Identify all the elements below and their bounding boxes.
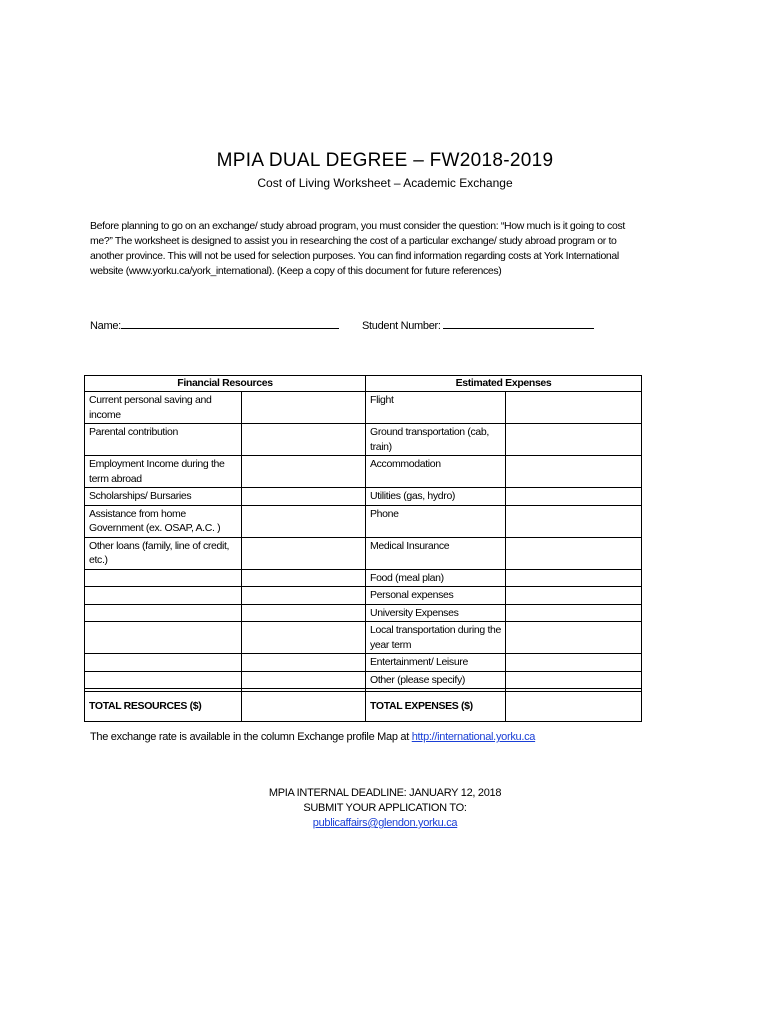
expense-label-cell: University Expenses [366, 604, 506, 622]
table-row [85, 604, 642, 622]
table-row [85, 456, 642, 488]
submission-email-link[interactable]: publicaffairs@glendon.yorku.ca [312, 817, 458, 829]
expense-label-cell: Phone [366, 505, 506, 537]
expense-label-cell: Food (meal plan) [366, 569, 506, 587]
resource-label-cell [85, 671, 242, 689]
totals-row [85, 692, 642, 722]
student-number-label: Student Number: [362, 320, 441, 332]
expense-amount-cell[interactable] [506, 587, 642, 605]
cost-worksheet-table [84, 375, 642, 722]
resource-label-cell [85, 569, 242, 587]
expense-amount-cell[interactable] [506, 456, 642, 488]
resource-amount-cell[interactable] [242, 424, 366, 456]
expense-amount-cell[interactable] [506, 424, 642, 456]
resource-label-cell: Employment Income during the term abroad [85, 456, 242, 488]
expense-amount-cell[interactable] [506, 392, 642, 424]
total-expenses-amount-cell[interactable] [506, 692, 642, 722]
resource-amount-cell[interactable] [242, 392, 366, 424]
resource-label-cell [85, 604, 242, 622]
total-resources-amount-cell[interactable] [242, 692, 366, 722]
resource-label-cell: Current personal saving and income [85, 392, 242, 424]
table-row [85, 622, 642, 654]
international-yorku-link[interactable]: http://international.yorku.ca [411, 731, 536, 743]
expense-amount-cell[interactable] [506, 604, 642, 622]
exchange-note-text: The exchange rate is available in the column Exchange profile Map at [90, 731, 412, 743]
table-row [85, 671, 642, 689]
total-resources-label: TOTAL RESOURCES ($) [85, 692, 242, 722]
total-expenses-label: TOTAL EXPENSES ($) [366, 692, 506, 722]
resource-label-cell [85, 587, 242, 605]
name-label: Name: [90, 320, 121, 332]
resource-label-cell [85, 654, 242, 672]
resource-label-cell: Assistance from home Government (ex. OSAP, A.C. ) [85, 505, 242, 537]
expense-label-cell: Utilities (gas, hydro) [366, 488, 506, 506]
table-row [85, 587, 642, 605]
expense-amount-cell[interactable] [506, 671, 642, 689]
student-number-blank-line[interactable] [443, 318, 594, 329]
resource-amount-cell[interactable] [242, 587, 366, 605]
deadline-line: MPIA INTERNAL DEADLINE: JANUARY 12, 2018 [268, 787, 502, 799]
resource-amount-cell[interactable] [242, 622, 366, 654]
resource-label-cell: Other loans (family, line of credit, etc.) [85, 537, 242, 569]
student-number-field[interactable] [362, 318, 594, 332]
expense-amount-cell[interactable] [506, 569, 642, 587]
expense-amount-cell[interactable] [506, 622, 642, 654]
resource-amount-cell[interactable] [242, 671, 366, 689]
table-row [85, 488, 642, 506]
resource-label-cell [85, 622, 242, 654]
intro-line: website (www.yorku.ca/york_international). (Keep a copy of this document for future references) [90, 265, 502, 277]
resource-amount-cell[interactable] [242, 654, 366, 672]
table-row [85, 537, 642, 569]
submit-line: SUBMIT YOUR APPLICATION TO: [303, 802, 467, 814]
expense-label-cell: Medical Insurance [366, 537, 506, 569]
intro-line: another province. This will not be used for selection purposes. You can find information regarding costs at York International [90, 250, 619, 262]
intro-line: me?” The worksheet is designed to assist you in researching the cost of a particular exchange/ study abroad program or to [90, 235, 617, 247]
deadline-block [0, 786, 770, 831]
resource-amount-cell[interactable] [242, 456, 366, 488]
worksheet-body [85, 392, 642, 692]
estimated-expenses-header: Estimated Expenses [366, 376, 642, 392]
resource-amount-cell[interactable] [242, 537, 366, 569]
resource-label-cell: Parental contribution [85, 424, 242, 456]
expense-label-cell: Ground transportation (cab, train) [366, 424, 506, 456]
name-field[interactable] [90, 318, 339, 332]
resource-amount-cell[interactable] [242, 604, 366, 622]
page-title: MPIA DUAL DEGREE – FW2018-2019 [216, 150, 554, 171]
financial-resources-header: Financial Resources [85, 376, 366, 392]
table-row [85, 392, 642, 424]
expense-label-cell: Other (please specify) [366, 671, 506, 689]
page-subtitle: Cost of Living Worksheet – Academic Exchange [257, 176, 513, 190]
resource-amount-cell[interactable] [242, 569, 366, 587]
expense-label-cell: Personal expenses [366, 587, 506, 605]
resource-amount-cell[interactable] [242, 488, 366, 506]
expense-amount-cell[interactable] [506, 488, 642, 506]
expense-label-cell: Local transportation during the year term [366, 622, 506, 654]
name-blank-line[interactable] [121, 318, 339, 329]
table-row [85, 505, 642, 537]
expense-label-cell: Flight [366, 392, 506, 424]
expense-amount-cell[interactable] [506, 505, 642, 537]
intro-line: Before planning to go on an exchange/ study abroad program, you must consider the question: “How much is it going to cost [90, 220, 625, 232]
expense-label-cell: Entertainment/ Leisure [366, 654, 506, 672]
table-header-row [85, 376, 642, 392]
resource-label-cell: Scholarships/ Bursaries [85, 488, 242, 506]
expense-label-cell: Accommodation [366, 456, 506, 488]
exchange-rate-note [90, 731, 535, 743]
expense-amount-cell[interactable] [506, 654, 642, 672]
resource-amount-cell[interactable] [242, 505, 366, 537]
intro-paragraph [90, 219, 670, 279]
expense-amount-cell[interactable] [506, 537, 642, 569]
table-row [85, 424, 642, 456]
table-row [85, 654, 642, 672]
table-row [85, 569, 642, 587]
